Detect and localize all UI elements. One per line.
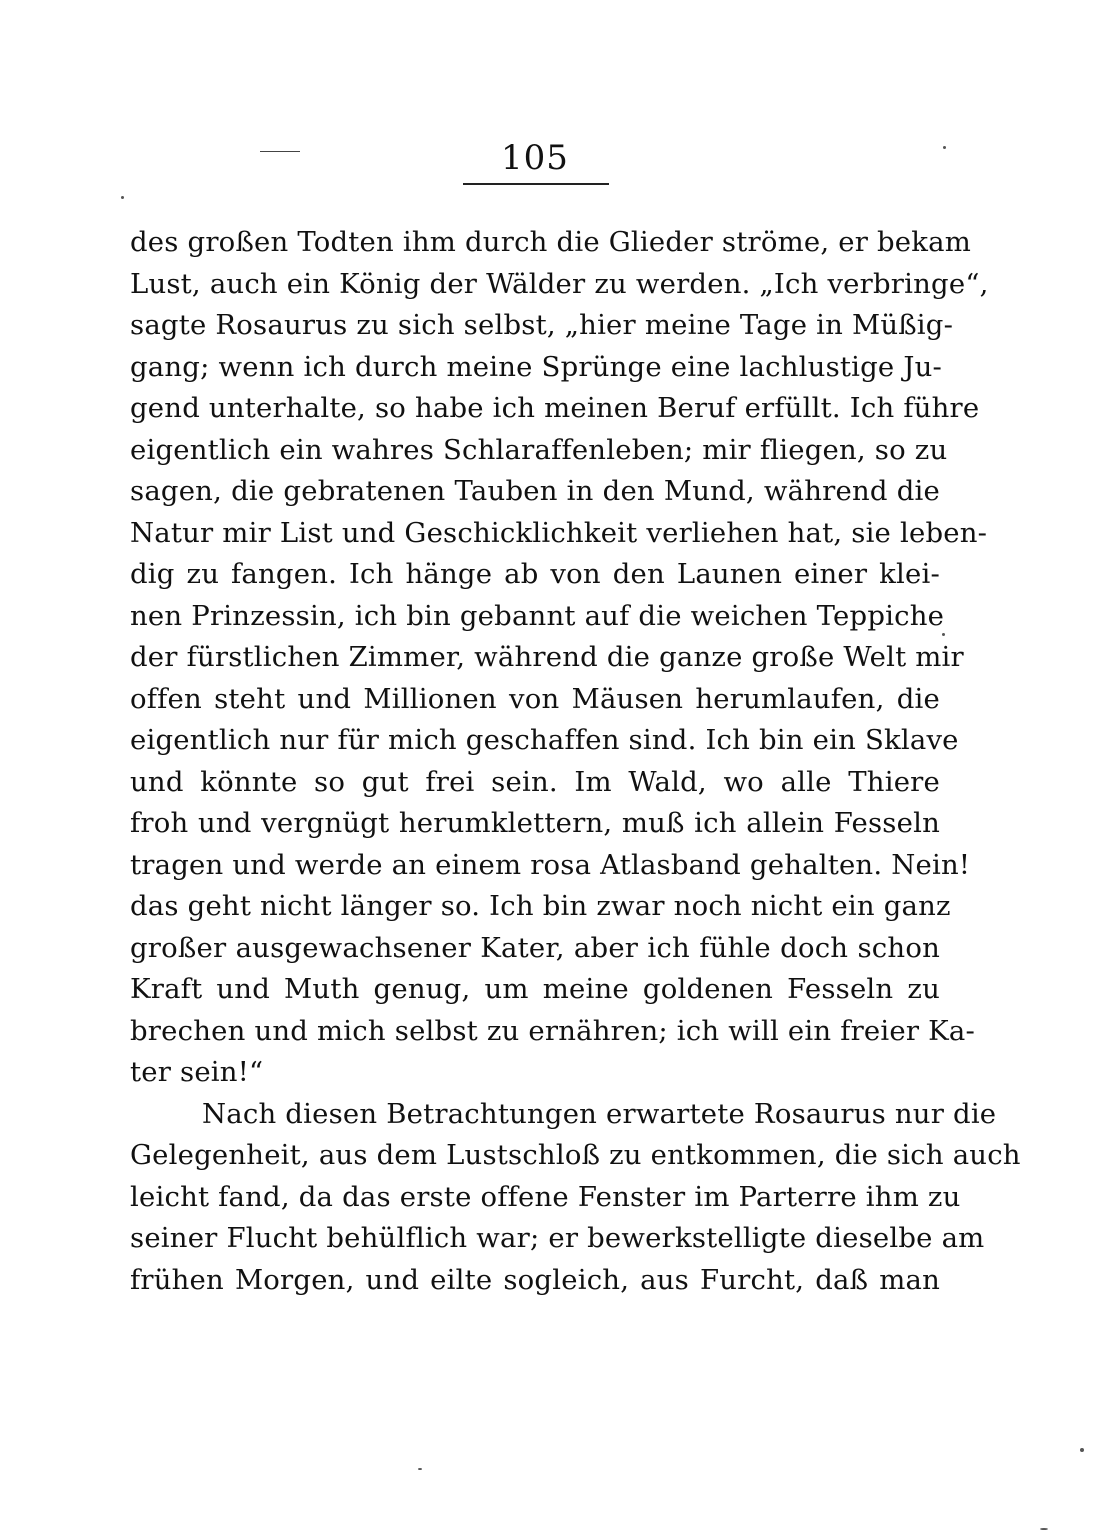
- text-line: eigentlich ein wahres Schlaraffenleben; mir fliegen, so zu: [130, 433, 948, 466]
- text-line: großer ausgewachsener Kater, aber ich fühle doch schon: [130, 931, 940, 964]
- header-rule: [463, 183, 609, 185]
- text-line: brechen und mich selbst zu ernähren; ich will ein freier Ka-: [130, 1014, 975, 1047]
- text-line: leicht fand, da das erste offene Fenster im Parterre ihm zu: [130, 1180, 961, 1213]
- text-line: frühen Morgen, und eilte sogleich, aus Furcht, daß man: [130, 1263, 940, 1296]
- text-line: Lust, auch ein König der Wälder zu werden. „Ich verbringe“,: [130, 267, 989, 300]
- text-line: und könnte so gut frei sein. Im Wald, wo alle Thiere: [130, 765, 940, 798]
- scan-speck: [942, 633, 945, 636]
- scan-speck: [1040, 1528, 1048, 1530]
- text-line: dig zu fangen. Ich hänge ab von den Launen einer klei-: [130, 558, 940, 590]
- stray-mark: [260, 151, 300, 152]
- text-line: des großen Todten ihm durch die Glieder ströme, er bekam: [130, 226, 972, 258]
- text-line: das geht nicht länger so. Ich bin zwar noch nicht ein ganz: [130, 890, 951, 922]
- text-line: ter sein!“: [130, 1056, 264, 1088]
- paragraph-start-line: Nach diesen Betrachtungen erwartete Rosaurus nur die: [202, 1097, 997, 1130]
- text-line: gang; wenn ich durch meine Sprünge eine lachlustige Ju-: [130, 350, 942, 383]
- text-line: Natur mir List und Geschicklichkeit verliehen hat, sie leben-: [130, 516, 988, 549]
- page-number: 105: [501, 138, 569, 178]
- text-line: nen Prinzessin, ich bin gebannt auf die weichen Teppiche: [130, 599, 945, 632]
- text-line: seiner Flucht behülflich war; er bewerkstelligte dieselbe am: [130, 1222, 985, 1254]
- text-line: sagte Rosaurus zu sich selbst, „hier meine Tage in Müßig-: [130, 309, 954, 341]
- text-line: Kraft und Muth genug, um meine goldenen Fesseln zu: [130, 973, 940, 1005]
- text-line: sagen, die gebratenen Tauben in den Mund, während die: [130, 475, 940, 507]
- scan-speck: [121, 196, 124, 199]
- text-line: gend unterhalte, so habe ich meinen Beruf erfüllt. Ich führe: [130, 392, 980, 424]
- scan-speck: [943, 146, 946, 149]
- text-line: froh und vergnügt herumklettern, muß ich allein Fesseln: [130, 807, 940, 839]
- text-line: Gelegenheit, aus dem Lustschloß zu entkommen, die sich auch: [130, 1139, 1021, 1171]
- text-line: eigentlich nur für mich geschaffen sind. Ich bin ein Sklave: [130, 724, 959, 756]
- scan-speck: [1080, 1448, 1084, 1452]
- text-line: der fürstlichen Zimmer, während die ganze große Welt mir: [130, 641, 964, 673]
- text-line: offen steht und Millionen von Mäusen herumlaufen, die: [130, 682, 940, 715]
- scan-speck: [418, 1468, 422, 1470]
- text-line: tragen und werde an einem rosa Atlasband gehalten. Nein!: [130, 848, 971, 881]
- body-text: [130, 222, 1021, 1301]
